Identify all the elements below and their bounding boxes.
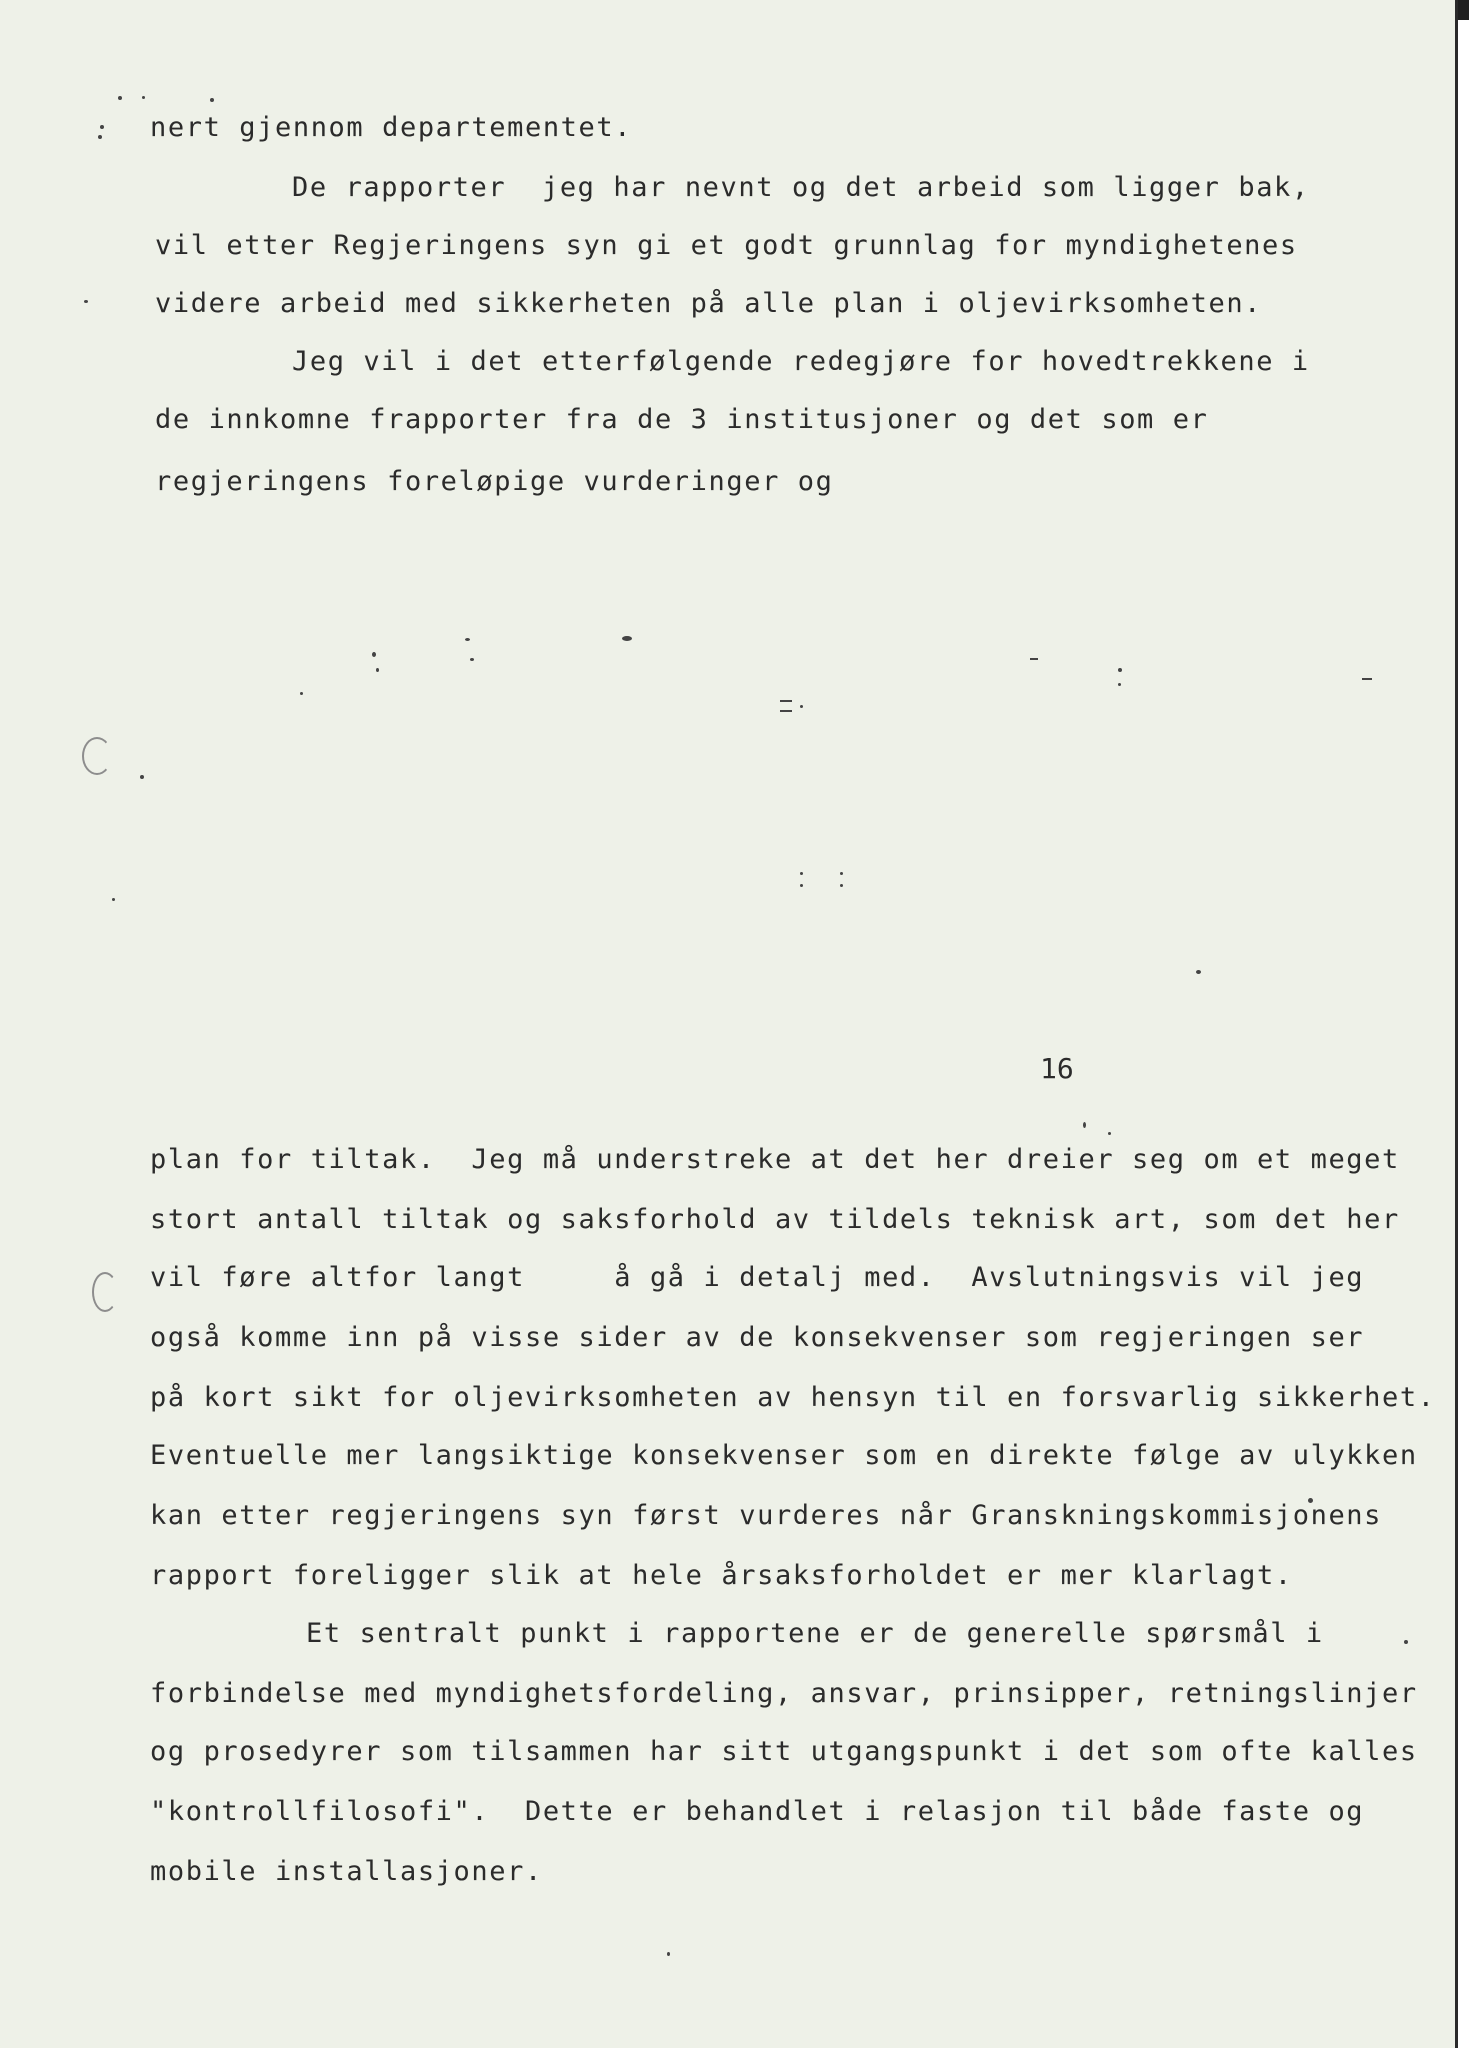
text-line: de innkomne frapporter fra de 3 institusjoner og det som er (155, 404, 1209, 435)
speck (112, 898, 115, 901)
text-line: vil etter Regjeringens syn gi et godt grunnlag for myndighetenes (155, 230, 1298, 261)
speck (372, 652, 376, 657)
text-line: rapport foreligger slik at hele årsaksforholdet er mer klarlagt. (150, 1560, 1293, 1591)
text-line: videre arbeid med sikkerheten på alle plan i oljevirksomheten. (155, 288, 1263, 319)
text-line: og prosedyrer som tilsammen har sitt utgangspunkt i det som ofte kalles (150, 1736, 1418, 1767)
speck (376, 668, 379, 672)
speck (780, 710, 792, 712)
text-line: Eventuelle mer langsiktige konsekvenser som en direkte følge av ulykken (150, 1440, 1418, 1471)
speck (1083, 1122, 1086, 1128)
punch-hole-mark (92, 1272, 118, 1312)
speck (1196, 970, 1201, 974)
text-line: vil føre altfor langt å gå i detalj med. Avslutningsvis vil jeg (150, 1262, 1365, 1293)
page-number: 16 (1040, 1052, 1074, 1085)
speck (470, 658, 474, 661)
speck (800, 872, 803, 875)
speck (100, 125, 104, 129)
punch-hole-mark (82, 737, 112, 775)
speck (840, 872, 843, 875)
speck (622, 636, 632, 641)
text-line: regjeringens foreløpige vurderinger og (155, 466, 834, 497)
text-line: De rapporter jeg har nevnt og det arbeid som ligger bak, (292, 172, 1310, 203)
speck (300, 692, 303, 695)
text-line: "kontrollfilosofi". Dette er behandlet i relasjon til både faste og (150, 1796, 1365, 1827)
text-line: Jeg vil i det etterfølgende redegjøre for hovedtrekkene i (292, 346, 1310, 377)
speck (1108, 1132, 1111, 1135)
speck (140, 775, 144, 779)
speck (780, 700, 792, 702)
speck (142, 96, 145, 99)
text-line: på kort sikt for oljevirksomheten av hensyn til en forsvarlig sikkerhet. (150, 1382, 1436, 1413)
speck (840, 884, 843, 887)
text-line: kan etter regjeringens syn først vurderes når Granskningskommisjonens (150, 1500, 1383, 1531)
speck (98, 135, 102, 139)
speck (1118, 668, 1122, 672)
text-line: Et sentralt punkt i rapportene er de generelle spørsmål i (306, 1618, 1324, 1649)
speck (1118, 683, 1121, 686)
text-line: mobile installasjoner. (150, 1856, 543, 1887)
text-line: også komme inn på visse sider av de konsekvenser som regjeringen ser (150, 1322, 1365, 1353)
speck (800, 884, 803, 887)
text-line: nert gjennom departementet. (150, 112, 633, 143)
speck (465, 638, 470, 641)
speck (1404, 1640, 1408, 1644)
speck (800, 705, 803, 708)
speck (1362, 678, 1372, 680)
speck (210, 98, 214, 102)
text-line: stort antall tiltak og saksforhold av tildels teknisk art, som det her (150, 1204, 1400, 1235)
speck (667, 1952, 670, 1956)
text-line: plan for tiltak. Jeg må understreke at det her dreier seg om et meget (150, 1144, 1400, 1175)
speck (1030, 658, 1038, 660)
text-line: forbindelse med myndighetsfordeling, ansvar, prinsipper, retningslinjer (150, 1678, 1418, 1709)
speck (118, 96, 122, 100)
speck (84, 300, 88, 303)
